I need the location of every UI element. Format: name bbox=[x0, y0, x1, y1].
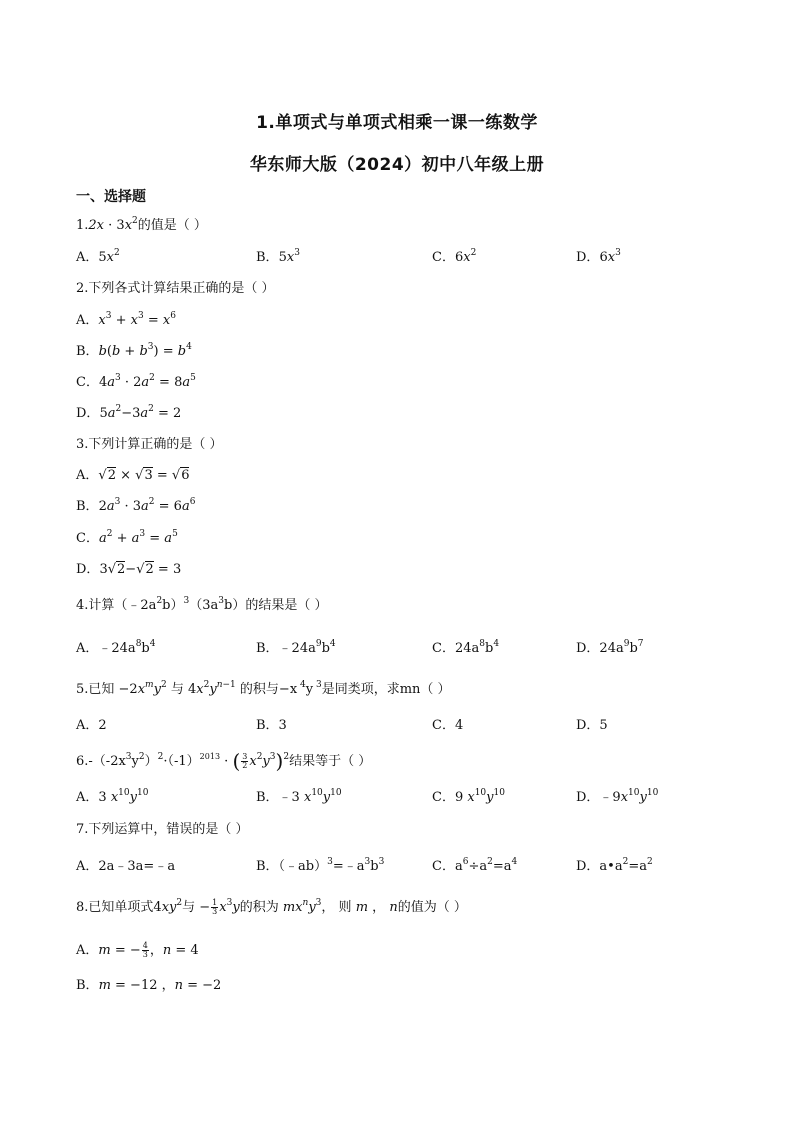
q4-option-a[interactable]: A．$﹣24a^8b^4$ bbox=[76, 639, 156, 656]
q5-stem-part4: 是同类项，求mn（ ） bbox=[321, 682, 451, 697]
q2-option-a[interactable]: A．$x^3 + x^3 = x^6$ bbox=[76, 311, 176, 328]
q8-option-b[interactable]: B．m = −12 ，n = −2 bbox=[76, 978, 222, 993]
q1-option-d[interactable]: D．$6x^3$ bbox=[576, 248, 621, 265]
q4-stem-part2: b） bbox=[162, 598, 184, 613]
q4-d-label: D．24a bbox=[576, 641, 624, 656]
page-subtitle: 华东师大版（2024）初中八年级上册 bbox=[249, 155, 545, 175]
q4-option-b[interactable]: B．$﹣24a^9b^4$ bbox=[256, 639, 336, 656]
q2-option-b[interactable]: B．$b(b + b^3) = b^4$ bbox=[76, 342, 192, 359]
q8-stem-part3: 的积为 bbox=[239, 900, 279, 915]
question-3: 3.下列计算正确的是（ ） bbox=[76, 437, 223, 452]
q8-stem-part5: ， bbox=[372, 900, 386, 915]
q2-option-c[interactable]: C．$4a^3 \cdot 2a^2 = 8a^5$ bbox=[76, 373, 196, 390]
q3-option-c[interactable]: C．$a^2 + a^3 = a^5$ bbox=[76, 529, 178, 546]
q1-option-b[interactable]: B．$5x^3$ bbox=[256, 248, 300, 265]
q6-option-b[interactable]: B．﹣3 $x^{10}y^{10}$ bbox=[256, 788, 342, 805]
q6-stem-part1: 6.-（-2x bbox=[76, 754, 126, 769]
q1-option-c[interactable]: C．$6x^2$ bbox=[432, 248, 477, 265]
q3-d-label: D． bbox=[76, 562, 100, 577]
question-5: 5.已知 $-2x^my^2$ 与 $4x^2y^{n-1}$ 的积与−x $^4$y $^3$是同类项，求mn（ ） bbox=[76, 680, 451, 697]
question-4: 4.计算$(﹣2a^2b)^3(3a^3b)$的结果是（ ） bbox=[76, 596, 328, 613]
q8-stem-part6: 的值为（ ） bbox=[397, 900, 467, 915]
q3-a-label: A． bbox=[76, 468, 99, 483]
q4-option-d[interactable]: D．$24a^9b^7$ bbox=[576, 639, 644, 656]
page-title: 1.单项式与单项式相乘一课一练数学 bbox=[256, 113, 538, 133]
q1-a-label: A． bbox=[76, 250, 99, 265]
q3-option-d[interactable]: D．3√2−√2 = 3 bbox=[76, 562, 182, 577]
q6-a-label: A．3 bbox=[76, 790, 107, 805]
question-2: 2.下列各式计算结果正确的是（ ） bbox=[76, 281, 275, 296]
q2-a-label: A． bbox=[76, 313, 99, 328]
question-1: $1.2x \cdot 3x^2$的值是（ ） bbox=[76, 216, 207, 233]
q7-d-part1: D．a•a bbox=[576, 859, 623, 874]
q4-b-label: B．﹣24a bbox=[256, 641, 316, 656]
q8-a-label: A． bbox=[76, 943, 99, 958]
q7-c-part1: C．a bbox=[432, 859, 463, 874]
section-heading: 一、选择题 bbox=[76, 189, 146, 205]
q6-stem-part5: 结果等于（ ） bbox=[289, 754, 372, 769]
q5-stem-part1: 5.已知 bbox=[76, 682, 115, 697]
question-6: $6.-(-2x^3y^2)^2\cdot(-1)^{2013}$ · ( $\frac{3}{2}$ $x^2y^3)^2$结果等于（ ） bbox=[76, 749, 372, 773]
q8-stem-part1: 8.已知单项式 bbox=[76, 900, 154, 915]
q6-option-a[interactable]: A．3 $x^{10}y^{10}$ bbox=[76, 788, 149, 805]
q7-b-part2: =﹣a bbox=[332, 859, 365, 874]
q5-option-c[interactable]: C．4 bbox=[432, 718, 464, 733]
q4-stem-part1: 4.计算（﹣2a bbox=[76, 598, 157, 613]
q3-option-a[interactable]: A．√2 × √3 = √6 bbox=[76, 468, 190, 483]
q1-option-a[interactable]: A．$5x^2$ bbox=[76, 248, 120, 265]
q2-option-d[interactable]: D．$5a^2-3a^2 = 2$ bbox=[76, 404, 182, 421]
q6-stem-part3: ） bbox=[144, 754, 158, 769]
q7-c-part3: =a bbox=[492, 859, 512, 874]
q6-b-label: B．﹣3 bbox=[256, 790, 300, 805]
q6-stem-part4: ·（-1） bbox=[163, 754, 200, 769]
q8-b-label: B． bbox=[76, 978, 99, 993]
q6-option-d[interactable]: D．$﹣9x^{10}y^{10}$ bbox=[576, 788, 659, 805]
q6-stem-part2: y bbox=[131, 754, 139, 769]
q7-option-b[interactable]: B．$(﹣ab)^3=﹣a^3b^3$ bbox=[256, 857, 385, 874]
q6-exponent: 2013 bbox=[199, 752, 221, 761]
q2-d-label: D． bbox=[76, 406, 100, 421]
q6-c-label: C．9 bbox=[432, 790, 464, 805]
q8-stem-part2: 与 bbox=[182, 900, 196, 915]
q3-c-label: C． bbox=[76, 531, 99, 546]
question-8: 8.已知单项式$4xy^2$与 − $\frac{1}{3}$ $x^3y$的积为 $mx^ny^3$， 则 m ， n的值为（ ） bbox=[76, 898, 467, 916]
q1-b-label: B． bbox=[256, 250, 279, 265]
question-7: 7.下列运算中，错误的是（ ） bbox=[76, 822, 249, 837]
q2-c-label: C． bbox=[76, 375, 99, 390]
q7-option-a[interactable]: A．2a﹣3a=﹣a bbox=[76, 859, 176, 874]
q3-option-b[interactable]: B．$2a^3 \cdot 3a^2 = 6a^6$ bbox=[76, 497, 196, 514]
q7-option-d[interactable]: D．$a•a^2=a^2$ bbox=[576, 857, 653, 874]
q4-option-c[interactable]: C．$24a^8b^4$ bbox=[432, 639, 500, 656]
q2-b-label: B． bbox=[76, 344, 99, 359]
q6-d-label: D．﹣9 bbox=[576, 790, 621, 805]
q4-stem-part4: b）的结果是（ ） bbox=[224, 598, 328, 613]
q1-stem: 的值是（ ） bbox=[137, 218, 207, 233]
q7-d-part2: =a bbox=[628, 859, 647, 874]
q5-stem-part2: 与 bbox=[170, 682, 184, 697]
q5-stem-part3: 的积与 bbox=[239, 682, 279, 697]
q7-c-part2: ÷a bbox=[468, 859, 488, 874]
q5-option-a[interactable]: A．2 bbox=[76, 718, 107, 733]
q4-stem-part3: （3a bbox=[189, 598, 219, 613]
q8-stem-part4: ， 则 bbox=[321, 900, 352, 915]
q1-c-label: C． bbox=[432, 250, 455, 265]
q3-b-label: B． bbox=[76, 499, 99, 514]
q1-d-label: D． bbox=[576, 250, 600, 265]
q5-option-d[interactable]: D．5 bbox=[576, 718, 608, 733]
q7-option-c[interactable]: C．$a^6\div a^2=a^4$ bbox=[432, 857, 518, 874]
q7-b-part1: B．（﹣ab） bbox=[256, 859, 328, 874]
q5-option-b[interactable]: B．3 bbox=[256, 718, 287, 733]
q1-number: 1. bbox=[76, 218, 89, 233]
q4-a-label: A．﹣24a bbox=[76, 641, 136, 656]
q4-c-label: C．24a bbox=[432, 641, 480, 656]
q6-option-c[interactable]: C．9 $x^{10}y^{10}$ bbox=[432, 788, 505, 805]
q8-option-a[interactable]: A．m = − $\frac{4}{3}$ ，n = 4 bbox=[76, 941, 199, 959]
